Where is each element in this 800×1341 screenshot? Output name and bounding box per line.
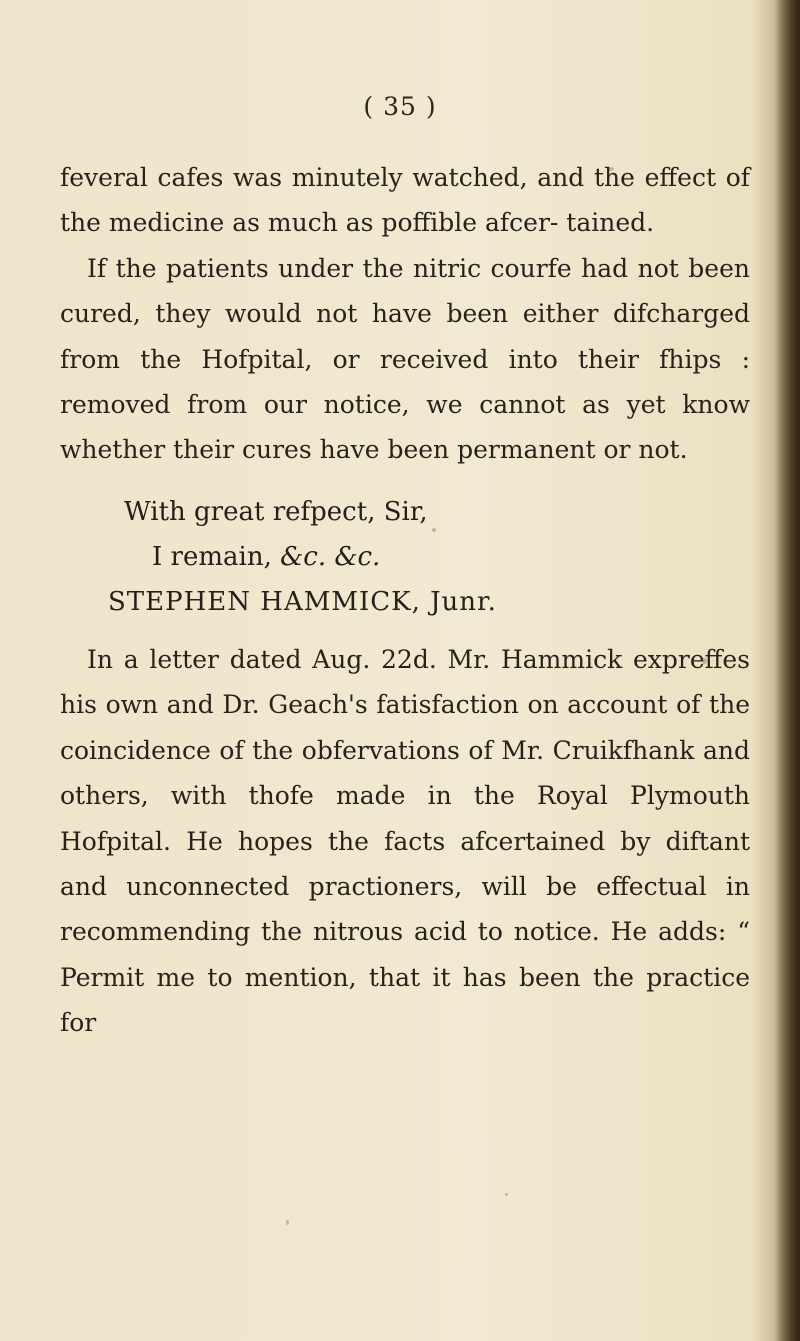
- paragraph-nitric-course: If the patients under the nitric courfe had not been cured, they would not have been either difcharged from the Hofpital, or received into their fhips : removed from our notice, we cannot as yet know whether their cures have been permanent or not.: [60, 253, 750, 465]
- signature: STEPHEN HAMMICK, Junr.: [108, 587, 497, 617]
- paragraph-continuation: feveral cafes was minutely watched, and the effect of the medicine as much as poffible afcer- tained.: [60, 163, 750, 238]
- paper-speck: [702, 658, 707, 664]
- paper-speck: [609, 167, 614, 171]
- page-number: ( 35 ): [363, 92, 437, 121]
- page-edge-shadow: [774, 0, 800, 1341]
- paper-speck: [505, 1193, 508, 1196]
- text-block-bottom: [60, 637, 750, 1046]
- text-block-top: [60, 155, 750, 473]
- paper-speck: [286, 1220, 289, 1225]
- paragraph-letter-aug: In a letter dated Aug. 22d. Mr. Hammick expreffes his own and Dr. Geach's fatisfaction on account of the coincidence of the obfervations of Mr. Cruikfhank and others, with thofe made in the Royal Plymouth Hofpital. He hopes the facts afcertained by diftant and unconnected practioners, will be effectual in recommending the nitrous acid to notice. He adds: “ Permit me to mention, that it has been the practice for: [60, 645, 750, 1038]
- closing-salutation: With great refpect, Sir,: [124, 497, 428, 527]
- closing-remain: [152, 542, 380, 572]
- closing-remain-text: I remain,: [152, 542, 281, 572]
- closing-etc: &c. &c.: [280, 542, 381, 572]
- paper-speck: [432, 528, 436, 532]
